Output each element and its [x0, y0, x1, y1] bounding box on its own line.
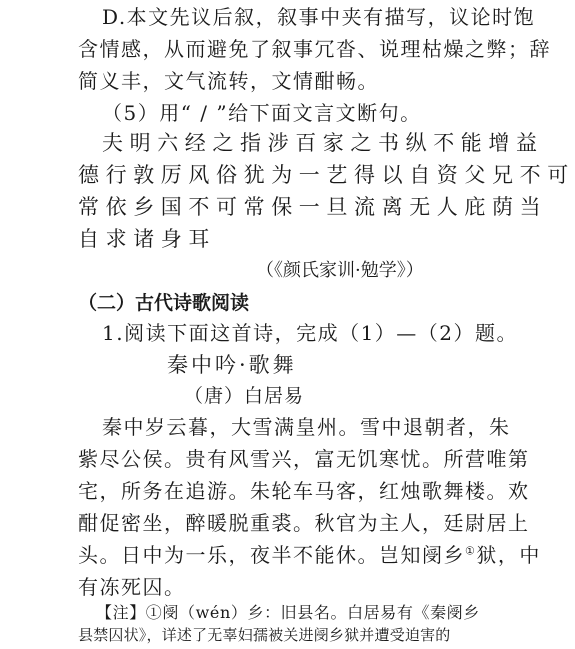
poem-line-3: 宅，所务在追游。朱轮车马客，红烛歌舞楼。欢	[78, 479, 530, 503]
option-d-line-1: D.本文先议后叙，叙事中夹有描写，议论时饱	[102, 5, 536, 29]
poem-line-4: 酣促密坐，醉暖脱重裘。秋官为主人，廷尉居上	[78, 511, 530, 535]
poem-author: （唐）白居易	[184, 385, 305, 407]
poem-line-5	[78, 542, 541, 568]
question-5: （5）用“ / ”给下面文言文断句。	[102, 101, 422, 125]
footnote-marker: ①	[465, 544, 477, 558]
note-line-2: 县禁囚状》，详述了无辜妇孺被关进阌乡狱并遭受迫害的	[78, 626, 451, 644]
note-line-1: 【注】①阌（wén）乡：旧县名。白居易有《秦阌乡	[96, 603, 480, 622]
excerpt-line-3: 常依乡国不可常保一旦流离无人庇荫当	[78, 195, 548, 219]
poem-line-5-end: 狱，中	[476, 543, 541, 567]
excerpt-line-2: 德行敦厉风俗犹为一艺得以自资父兄不可	[78, 163, 575, 187]
poem-line-6: 有冻死囚。	[78, 575, 186, 599]
poem-line-2: 紫尽公侯。贵有风雪兴，富无饥寒忧。所营唯第	[78, 447, 530, 471]
poem-line-1: 秦中岁云暮，大雪满皇州。雪中退朝者，朱	[102, 415, 511, 439]
option-d-line-3: 简义丰，文气流转，文情酣畅。	[78, 69, 379, 93]
poem-line-5-start: 头。日中为一乐，夜半不能休。岂知阌乡	[78, 543, 465, 567]
poem-title: 秦中吟·歌舞	[167, 353, 297, 377]
excerpt-line-4: 自求诸身耳	[78, 227, 216, 251]
option-d-line-2: 含情感，从而避免了叙事冗沓、说理枯燥之弊；辞	[78, 37, 551, 61]
excerpt-line-1: 夫明六经之指涉百家之书纵不能增益	[102, 131, 544, 155]
instruction: 1.阅读下面这首诗，完成（1）—（2）题。	[102, 321, 519, 345]
excerpt-source: （《颜氏家训·勉学》）	[256, 260, 424, 281]
section-heading: （二）古代诗歌阅读	[78, 292, 250, 314]
